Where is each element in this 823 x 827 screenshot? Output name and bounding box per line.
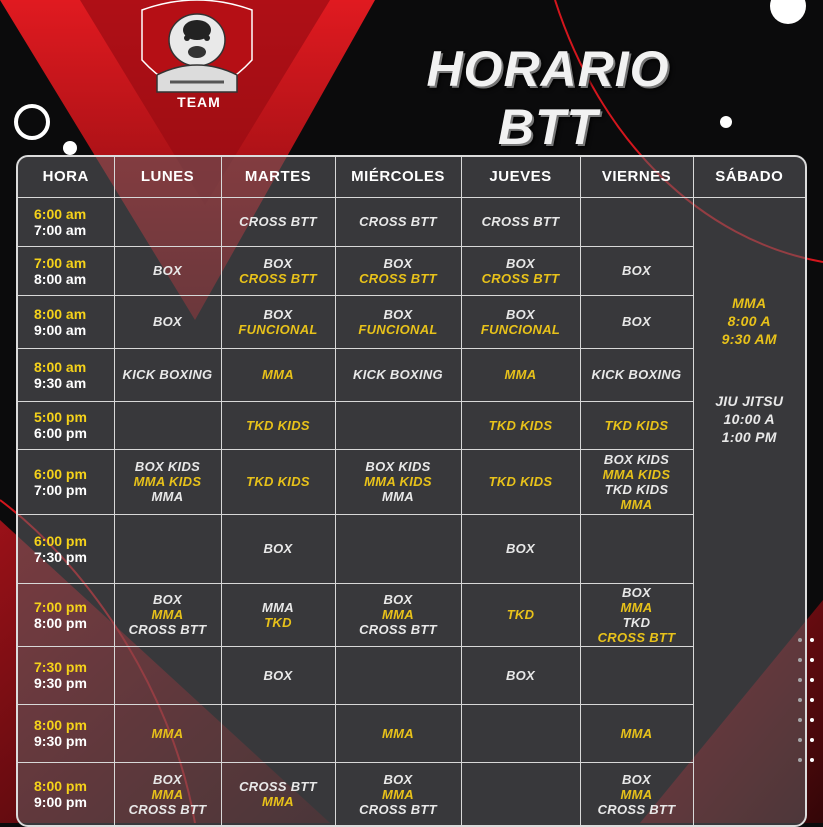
class-cell-martes bbox=[221, 246, 335, 295]
class-label: MMA bbox=[151, 786, 184, 802]
schedule-row bbox=[18, 646, 805, 704]
class-label: BOX bbox=[263, 255, 293, 271]
class-cell-viernes bbox=[580, 348, 693, 401]
class-label: MMA bbox=[382, 725, 414, 741]
class-cell-martes bbox=[221, 583, 335, 646]
end-time: 9:30 pm bbox=[34, 733, 87, 749]
class-label: MMA bbox=[382, 786, 414, 802]
class-cell-lunes bbox=[114, 583, 221, 646]
class-cell-viernes bbox=[580, 704, 693, 762]
schedule-body bbox=[18, 197, 805, 826]
end-time: 7:00 am bbox=[34, 221, 87, 238]
class-label: MMA bbox=[262, 367, 294, 382]
class-label: CROSS BTT bbox=[359, 622, 437, 637]
class-cell-miercoles bbox=[335, 583, 461, 646]
start-time: 7:00 pm bbox=[34, 598, 87, 615]
schedule-row bbox=[18, 449, 805, 514]
class-label: CROSS BTT bbox=[239, 270, 317, 286]
header-hora: HORA bbox=[18, 157, 114, 197]
time-cell bbox=[18, 246, 114, 295]
class-cell-jueves bbox=[461, 583, 580, 646]
saturday-label: JIU JITSU bbox=[715, 392, 784, 409]
class-cell-jueves bbox=[461, 762, 580, 826]
class-cell-martes bbox=[221, 762, 335, 826]
header-lunes: LUNES bbox=[114, 157, 221, 197]
class-cell-miercoles bbox=[335, 514, 461, 583]
class-label: BOX bbox=[263, 306, 293, 322]
class-label: BOX bbox=[152, 314, 183, 329]
class-label: MMA KIDS bbox=[364, 474, 432, 489]
class-label: CROSS BTT bbox=[359, 270, 437, 286]
class-cell-lunes bbox=[114, 197, 221, 246]
class-label: MMA bbox=[151, 607, 184, 622]
class-cell-miercoles bbox=[335, 197, 461, 246]
class-cell-lunes bbox=[114, 449, 221, 514]
class-label: BOX bbox=[383, 592, 413, 607]
class-label: BOX KIDS bbox=[365, 459, 431, 474]
class-cell-jueves bbox=[461, 704, 580, 762]
class-label: BOX bbox=[263, 667, 293, 683]
schedule-row bbox=[18, 197, 805, 246]
class-label: TKD bbox=[622, 614, 651, 630]
class-cell-martes bbox=[221, 348, 335, 401]
start-time: 6:00 am bbox=[34, 205, 87, 222]
class-label: CROSS BTT bbox=[481, 270, 560, 286]
end-time: 9:00 pm bbox=[34, 794, 87, 811]
schedule-row bbox=[18, 401, 805, 449]
class-label: TKD KIDS bbox=[488, 474, 553, 489]
class-label: BOX bbox=[621, 263, 652, 278]
class-label: TKD KIDS bbox=[246, 474, 310, 489]
saturday-block bbox=[694, 392, 806, 446]
class-label: TKD bbox=[264, 614, 292, 630]
class-label: CROSS BTT bbox=[597, 801, 676, 817]
saturday-label: MMA bbox=[732, 294, 767, 311]
class-cell-lunes bbox=[114, 348, 221, 401]
class-label: FUNCIONAL bbox=[358, 321, 438, 337]
class-cell-jueves bbox=[461, 401, 580, 449]
schedule-row bbox=[18, 583, 805, 646]
end-time: 8:00 pm bbox=[34, 614, 87, 631]
start-time: 7:00 am bbox=[34, 254, 87, 271]
class-cell-viernes bbox=[580, 197, 693, 246]
class-cell-miercoles bbox=[335, 646, 461, 704]
class-cell-miercoles bbox=[335, 246, 461, 295]
class-cell-martes bbox=[221, 704, 335, 762]
class-cell-jueves bbox=[461, 246, 580, 295]
class-label: KICK BOXING bbox=[122, 367, 213, 382]
class-label: CROSS BTT bbox=[359, 214, 437, 229]
class-label: BOX bbox=[621, 771, 652, 787]
class-label: MMA bbox=[620, 725, 653, 741]
saturday-label: 8:00 A bbox=[727, 312, 771, 329]
time-cell bbox=[18, 704, 114, 762]
end-time: 9:30 pm bbox=[34, 675, 87, 691]
time-cell bbox=[18, 295, 114, 348]
class-cell-lunes bbox=[114, 401, 221, 449]
class-label: CROSS BTT bbox=[359, 801, 437, 817]
header-martes: MARTES bbox=[221, 157, 335, 197]
class-cell-martes bbox=[221, 646, 335, 704]
class-label: TKD KIDS bbox=[246, 417, 310, 433]
class-cell-jueves bbox=[461, 646, 580, 704]
class-label: FUNCIONAL bbox=[480, 321, 561, 337]
class-cell-jueves bbox=[461, 514, 580, 583]
class-label: BOX bbox=[383, 306, 413, 322]
schedule-row bbox=[18, 246, 805, 295]
class-label: CROSS BTT bbox=[239, 779, 317, 795]
class-label: MMA bbox=[620, 786, 653, 802]
class-label: TKD bbox=[506, 607, 535, 622]
time-cell bbox=[18, 197, 114, 246]
class-cell-lunes bbox=[114, 646, 221, 704]
start-time: 6:00 pm bbox=[34, 532, 87, 549]
page-title: HORARIO BTT bbox=[426, 41, 670, 155]
start-time: 8:00 am bbox=[34, 358, 87, 375]
end-time: 8:00 am bbox=[34, 270, 87, 287]
schedule-row bbox=[18, 704, 805, 762]
class-label: BOX bbox=[152, 263, 183, 278]
time-cell bbox=[18, 514, 114, 583]
class-label: MMA bbox=[151, 725, 184, 741]
class-cell-lunes bbox=[114, 246, 221, 295]
header-sabado: SÁBADO bbox=[693, 157, 805, 197]
class-cell-martes bbox=[221, 449, 335, 514]
class-cell-jueves bbox=[461, 295, 580, 348]
time-cell bbox=[18, 449, 114, 514]
class-label: BOX bbox=[621, 314, 652, 329]
start-time: 6:00 pm bbox=[34, 465, 87, 482]
class-cell-miercoles bbox=[335, 348, 461, 401]
class-label: BOX bbox=[621, 584, 652, 600]
time-cell bbox=[18, 348, 114, 401]
class-cell-viernes bbox=[580, 449, 693, 514]
class-cell-viernes bbox=[580, 762, 693, 826]
end-time: 9:30 am bbox=[34, 374, 87, 391]
class-label: BOX bbox=[505, 541, 536, 556]
class-label: MMA bbox=[262, 599, 294, 615]
end-time: 7:00 pm bbox=[34, 481, 87, 498]
time-cell bbox=[18, 401, 114, 449]
class-cell-lunes bbox=[114, 762, 221, 826]
start-time: 8:00 pm bbox=[34, 717, 87, 733]
schedule-row bbox=[18, 295, 805, 348]
class-label: CROSS BTT bbox=[239, 214, 317, 229]
class-cell-viernes bbox=[580, 646, 693, 704]
class-cell-viernes bbox=[580, 295, 693, 348]
header-viernes: VIERNES bbox=[580, 157, 693, 197]
class-cell-viernes bbox=[580, 583, 693, 646]
class-label: BOX bbox=[505, 255, 536, 271]
class-label: FUNCIONAL bbox=[238, 321, 318, 337]
header-miercoles: MIÉRCOLES bbox=[335, 157, 461, 197]
class-cell-jueves bbox=[461, 348, 580, 401]
end-time: 9:00 am bbox=[34, 321, 87, 338]
class-label: BOX KIDS bbox=[603, 451, 670, 467]
class-cell-sabado bbox=[693, 197, 805, 826]
class-cell-viernes bbox=[580, 246, 693, 295]
class-cell-lunes bbox=[114, 295, 221, 348]
class-label: MMA bbox=[620, 496, 653, 512]
class-label: BOX bbox=[383, 771, 413, 787]
class-label: TKD KIDS bbox=[488, 417, 553, 433]
class-cell-lunes bbox=[114, 704, 221, 762]
time-cell bbox=[18, 583, 114, 646]
class-label: MMA KIDS bbox=[602, 466, 671, 482]
class-cell-lunes bbox=[114, 514, 221, 583]
header-row bbox=[18, 157, 805, 197]
end-time: 7:30 pm bbox=[34, 548, 87, 565]
class-cell-miercoles bbox=[335, 762, 461, 826]
class-cell-miercoles bbox=[335, 704, 461, 762]
class-label: KICK BOXING bbox=[353, 367, 443, 382]
time-cell bbox=[18, 646, 114, 704]
saturday-block bbox=[694, 294, 806, 348]
start-time: 8:00 am bbox=[34, 305, 87, 322]
class-cell-jueves bbox=[461, 197, 580, 246]
class-label: BOX bbox=[505, 667, 536, 683]
class-cell-jueves bbox=[461, 449, 580, 514]
end-time: 6:00 pm bbox=[34, 425, 87, 441]
start-time: 7:30 pm bbox=[34, 659, 87, 675]
schedule-table bbox=[16, 155, 807, 827]
class-label: CROSS BTT bbox=[597, 629, 676, 645]
start-time: 5:00 pm bbox=[34, 409, 87, 425]
class-label: TKD KIDS bbox=[604, 481, 669, 497]
class-cell-miercoles bbox=[335, 295, 461, 348]
class-label: MMA bbox=[382, 489, 414, 504]
class-label: KICK BOXING bbox=[591, 367, 682, 382]
class-label: TKD KIDS bbox=[604, 417, 669, 433]
class-cell-martes bbox=[221, 295, 335, 348]
schedule-row bbox=[18, 348, 805, 401]
class-cell-miercoles bbox=[335, 401, 461, 449]
start-time: 8:00 pm bbox=[34, 778, 87, 795]
class-cell-miercoles bbox=[335, 449, 461, 514]
class-label: BOX KIDS bbox=[134, 459, 201, 474]
class-label: MMA bbox=[620, 599, 653, 615]
class-label: CROSS BTT bbox=[481, 214, 560, 229]
class-label: MMA bbox=[262, 794, 294, 810]
header-jueves: JUEVES bbox=[461, 157, 580, 197]
saturday-label: 9:30 AM bbox=[721, 330, 777, 347]
logo-team-text: TEAM bbox=[177, 94, 221, 110]
time-cell bbox=[18, 762, 114, 826]
class-label: BOX bbox=[263, 541, 293, 556]
schedule-row bbox=[18, 514, 805, 583]
class-cell-martes bbox=[221, 514, 335, 583]
class-cell-viernes bbox=[580, 514, 693, 583]
saturday-label: 10:00 A bbox=[723, 410, 775, 427]
class-label: BOX bbox=[152, 771, 183, 787]
class-label: MMA bbox=[382, 607, 414, 622]
class-label: BOX bbox=[505, 306, 536, 322]
class-label: MMA KIDS bbox=[133, 474, 202, 489]
saturday-label: 1:00 PM bbox=[721, 428, 777, 445]
class-label: CROSS BTT bbox=[128, 801, 207, 817]
class-cell-martes bbox=[221, 197, 335, 246]
class-label: BOX bbox=[152, 592, 183, 607]
class-label: CROSS BTT bbox=[128, 622, 207, 637]
class-label: MMA bbox=[151, 489, 184, 504]
class-cell-martes bbox=[221, 401, 335, 449]
class-label: MMA bbox=[504, 367, 537, 382]
schedule-row bbox=[18, 762, 805, 826]
class-label: BOX bbox=[383, 255, 413, 271]
class-cell-viernes bbox=[580, 401, 693, 449]
